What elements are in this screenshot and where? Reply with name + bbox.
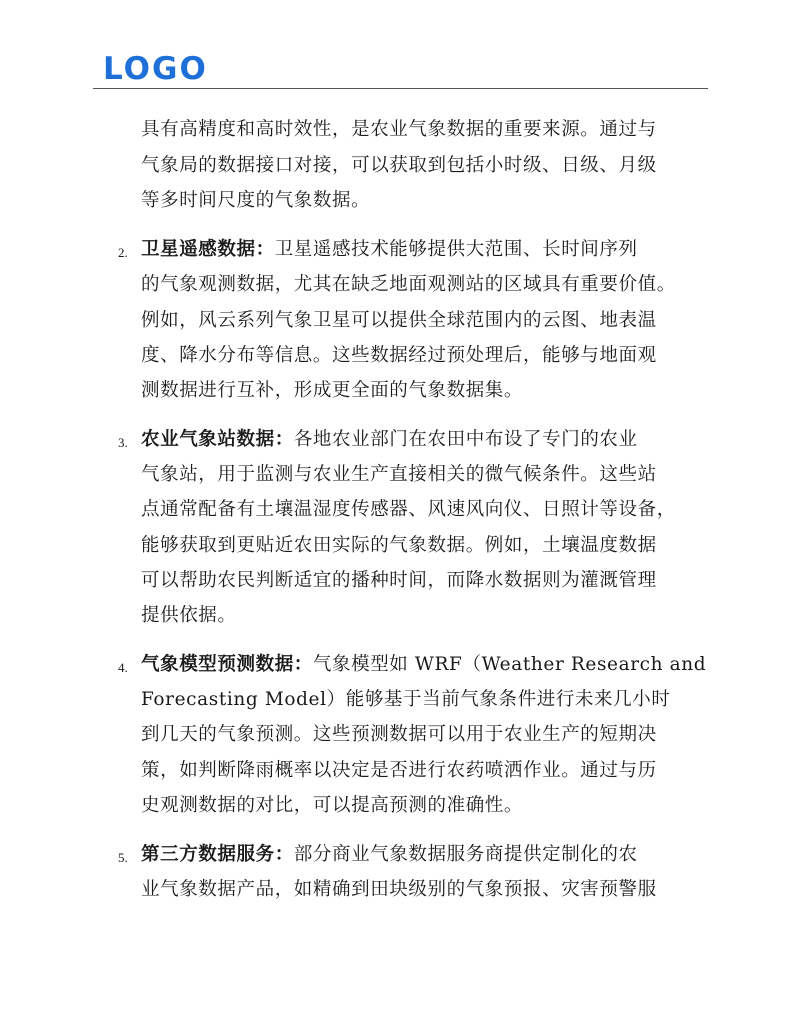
list-item-line: 的气象观测数据，尤其在缺乏地面观测站的区域具有重要价值。 xyxy=(141,274,676,295)
list-item-line: 点通常配备有土壤温湿度传感器、风速风向仪、日照计等设备， xyxy=(141,499,676,520)
list-item-first-line xyxy=(141,237,638,263)
list-number: 3. xyxy=(118,435,128,450)
list-item-line: 气象站，用于监测与农业生产直接相关的微气候条件。这些站 xyxy=(141,464,657,485)
list-item-line: 史观测数据的对比，可以提高预测的准确性。 xyxy=(141,795,524,816)
header-divider xyxy=(93,88,708,89)
list-item-title: 卫星遥感数据： xyxy=(141,239,275,260)
page-header xyxy=(93,52,708,90)
list-number: 2. xyxy=(118,245,128,260)
list-item-text: 各地农业部门在农田中布设了专门的农业 xyxy=(293,429,638,450)
list-item-text: 气象模型如 WRF（Weather Research and xyxy=(312,654,707,675)
list-item-text: 卫星遥感技术能够提供大范围、长时间序列 xyxy=(274,239,638,260)
list-item-line: 策，如判断降雨概率以决定是否进行农药喷洒作业。通过与历 xyxy=(141,760,657,781)
list-item-title: 农业气象站数据： xyxy=(141,429,294,450)
list-item-title: 气象模型预测数据： xyxy=(141,654,313,675)
list-item-first-line xyxy=(141,652,706,678)
list-item-line: 测数据进行互补，形成更全面的气象数据集。 xyxy=(141,380,524,401)
list-item-line: 度、降水分布等信息。这些数据经过预处理后，能够与地面观 xyxy=(141,345,657,366)
list-number: 4. xyxy=(118,660,128,675)
list-item-first-line xyxy=(141,842,638,868)
list-item-line: 到几天的气象预测。这些预测数据可以用于农业生产的短期决 xyxy=(141,724,657,745)
list-item-line: 可以帮助农民判断适宜的播种时间，而降水数据则为灌溉管理 xyxy=(141,570,657,591)
list-item-first-line xyxy=(141,427,638,453)
intro-line: 具有高精度和高时效性，是农业气象数据的重要来源。通过与 xyxy=(141,119,657,140)
intro-line: 等多时间尺度的气象数据。 xyxy=(141,190,371,211)
list-item-title: 第三方数据服务： xyxy=(141,844,294,865)
list-item-line: 能够获取到更贴近农田实际的气象数据。例如，土壤温度数据 xyxy=(141,535,657,556)
list-number: 5. xyxy=(118,850,128,865)
list-item-line: 提供依据。 xyxy=(141,605,237,626)
list-item-line: 业气象数据产品，如精确到田块级别的气象预报、灾害预警服 xyxy=(141,879,657,900)
list-item-line: Forecasting Model）能够基于当前气象条件进行未来几小时 xyxy=(141,689,671,710)
list-item-line: 例如，风云系列气象卫星可以提供全球范围内的云图、地表温 xyxy=(141,310,657,331)
intro-line: 气象局的数据接口对接，可以获取到包括小时级、日级、月级 xyxy=(141,155,657,176)
list-item-text: 部分商业气象数据服务商提供定制化的农 xyxy=(293,844,638,865)
logo: LOGO xyxy=(103,51,208,87)
